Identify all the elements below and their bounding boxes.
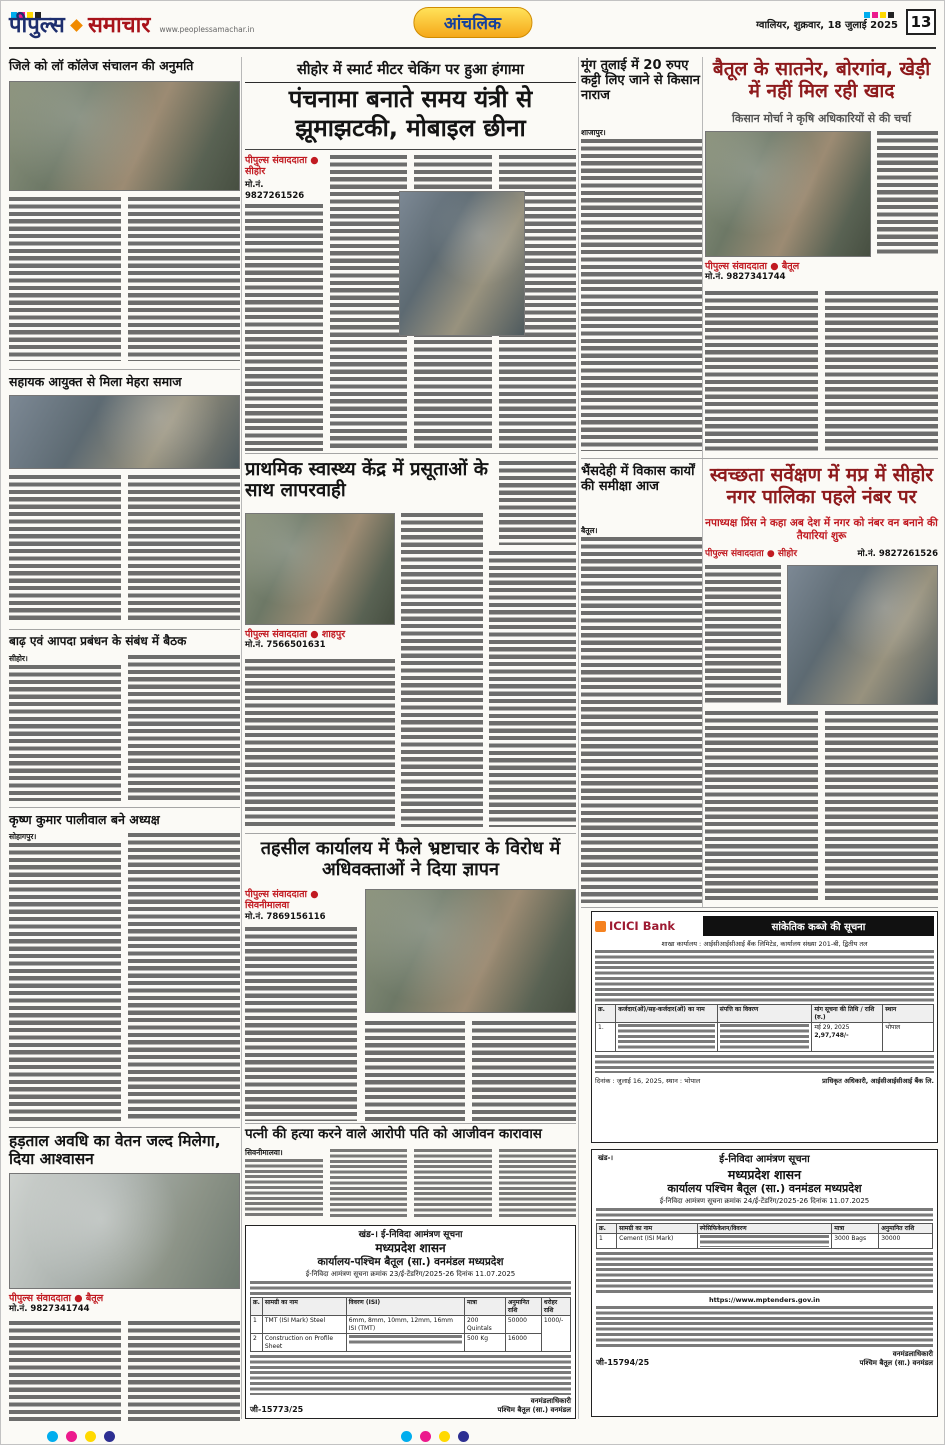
body-text-column <box>9 475 121 623</box>
tender1-table <box>250 1297 571 1352</box>
headline: पत्नी की हत्या करने वाले आरोपी पति को आजीवन कारावास <box>245 1126 542 1142</box>
body-text <box>581 129 702 451</box>
notice-title: ई-निविदा आमंत्रण सूचना <box>719 1154 810 1165</box>
body-text-column <box>705 291 818 451</box>
notice-part-label: खंड-। ई-निविदा आमंत्रण सूचना <box>358 1230 463 1240</box>
divider <box>581 458 938 459</box>
website-url: www.peoplessamachar.in <box>159 25 255 34</box>
registration-marks-center <box>401 1427 477 1445</box>
article-tehsil <box>245 839 576 1121</box>
headline: भैंसदेही में विकास कार्यों की समीक्षा आज <box>581 464 695 494</box>
notice-ref: ई-निविदा आमंत्रण सूचना क्रमांक 24/ई-टेंडरिंग/2025-26 दिनांक 11.07.2025 <box>659 1196 870 1205</box>
signatory-office: पश्चिम बैतूल (सा.) वनमंडल <box>497 1406 571 1415</box>
body-text <box>705 291 938 451</box>
divider <box>245 453 576 454</box>
byline-block <box>705 549 938 560</box>
tender-url: https://www.mptenders.gov.in <box>708 1296 821 1305</box>
body-text <box>9 655 240 801</box>
cell <box>596 1023 616 1052</box>
cell: 1 <box>251 1316 263 1334</box>
headline: हड़ताल अवधि का वेतन जल्द मिलेगा, दिया आश्वासन <box>9 1132 221 1168</box>
body-text <box>245 1149 576 1217</box>
notice-ref: ई-निविदा आमंत्रण सूचना क्रमांक 23/ई-टेंडरिंग/2025-26 दिनांक 11.07.2025 <box>305 1270 516 1279</box>
article-bhainsdehi <box>581 465 702 905</box>
subhead: किसान मोर्चा ने कृषि अधिकारियों से की चर्चा <box>732 112 911 125</box>
article-maternity <box>245 459 576 831</box>
cell: 500 Kg <box>464 1334 505 1352</box>
cell <box>717 1023 812 1052</box>
article-flood-meeting <box>9 635 240 803</box>
table-header-row <box>596 1005 934 1023</box>
divider <box>9 807 240 808</box>
divider <box>9 629 240 630</box>
print-mark-magenta <box>420 1431 431 1442</box>
page-number: 13 <box>906 9 936 35</box>
cell: 30000 <box>879 1234 933 1249</box>
cell <box>697 1234 831 1249</box>
maternity-photo <box>245 513 395 625</box>
body-text-column <box>414 1149 492 1217</box>
body-text-column <box>365 1021 465 1121</box>
swachhata-photo <box>787 565 938 705</box>
col-header: सामग्री का नाम <box>617 1223 698 1234</box>
icici-bank-name: ICICI Bank <box>609 919 676 933</box>
contact-phone: मो.नं. 7566501631 <box>245 640 326 651</box>
article-law-college <box>9 59 240 365</box>
headline: बाढ़ एवं आपदा प्रबंधन के संबंध में बैठक <box>9 634 187 648</box>
notice-body-sim <box>596 1306 933 1348</box>
col-header: अनुमानित राशि <box>879 1223 933 1234</box>
khad-photo <box>705 131 871 257</box>
print-mark-yellow <box>439 1431 450 1442</box>
body-text-column <box>9 833 121 1121</box>
signatory-office: पश्चिम बैतूल (सा.) वनमंडल <box>859 1359 933 1368</box>
body-text-column <box>401 513 483 827</box>
cell: 3000 Bags <box>832 1234 879 1249</box>
col-header: धरोहर राशि <box>541 1298 570 1316</box>
cell-text-sim <box>349 1335 462 1344</box>
column-rule <box>241 57 242 1419</box>
body-text <box>581 527 702 903</box>
authorized-officer: प्राधिकृत अधिकारी, आईसीआईसीआई बैंक लि. <box>822 1077 934 1085</box>
body-text <box>9 475 240 623</box>
signatory-title: वनमंडलाधिकारी <box>530 1397 571 1406</box>
body-text-column <box>245 155 323 451</box>
body-text-column <box>499 461 576 545</box>
cell: 1000/- <box>541 1316 570 1352</box>
divider <box>9 369 240 370</box>
body-text-column <box>245 659 395 827</box>
body-text-column <box>9 197 121 361</box>
col-header: मांग सूचना की तिथि / राशि (रु.) <box>812 1005 883 1023</box>
print-mark-magenta <box>66 1431 77 1442</box>
cell: Cement (ISI Mark) <box>617 1234 698 1249</box>
notice-footer <box>595 1076 934 1085</box>
headline: जिले को लॉ कॉलेज संचालन की अनुमति <box>9 58 194 73</box>
cell <box>812 1023 883 1052</box>
table-row <box>251 1334 571 1352</box>
article-mehra-samaj <box>9 375 240 625</box>
contact-phone: मो.नं. 9827261526 <box>245 179 305 201</box>
dateline: बैतूल। <box>581 526 598 535</box>
headline: प्राथमिक स्वास्थ्य केंद्र में प्रसूताओं के साथ लापरवाही <box>245 459 488 502</box>
notice-office: कार्यालय-पश्चिम बैतूल (सा.) वनमंडल मध्यप्रदेश <box>317 1256 504 1269</box>
edition-dateline: ग्वालियर, शुक्रवार, 18 जुलाई 2025 <box>756 20 898 31</box>
headline: तहसील कार्यालय में फैले भ्रष्टाचार के विरोध में अधिवक्ताओं ने दिया ज्ञापन <box>260 838 561 880</box>
dateline: सोहागपुर। <box>9 832 37 841</box>
headline: सहायक आयुक्त से मिला मेहरा समाज <box>9 374 182 389</box>
body-text-column <box>472 1021 576 1121</box>
article-moong <box>581 59 702 453</box>
byline: पीपुल्स संवाददाता ● सिवनीमालवा <box>245 889 319 912</box>
subhead: नपाध्यक्ष प्रिंस ने कहा अब देश में नगर को नंबर वन बनाने की तैयारियां शुरू <box>705 517 938 543</box>
headline: बैतूल के सातनेर, बोरगांव, खेड़ी में नहीं मिल रही खाद <box>712 58 931 102</box>
col-header: स्पेसिफिकेशन/विवरण <box>697 1223 831 1234</box>
body-text-column <box>128 475 240 623</box>
cell <box>346 1334 464 1352</box>
article-paliwal <box>9 813 240 1123</box>
table-row <box>596 1023 934 1052</box>
kicker-headline: सीहोर में स्मार्ट मीटर चेकिंग पर हुआ हंगामा <box>245 59 576 83</box>
body-text <box>9 1321 240 1421</box>
col-header: क्र. <box>596 1005 616 1023</box>
body-text-column <box>499 1149 577 1217</box>
column-rule <box>702 57 703 907</box>
dateline: सिवनीमालवा। <box>245 1148 283 1157</box>
body-text-column <box>825 291 938 451</box>
notice-body-sim <box>596 1252 933 1294</box>
table-header-row <box>597 1223 933 1234</box>
print-mark-cyan <box>47 1431 58 1442</box>
icici-logo <box>595 919 703 933</box>
body-text-column <box>128 1321 240 1421</box>
cell: 2 <box>251 1334 263 1352</box>
cell <box>616 1023 717 1052</box>
cell-text-sim <box>700 1235 829 1247</box>
body-text-column <box>705 565 781 705</box>
cell <box>883 1023 934 1052</box>
article-khad <box>705 59 938 453</box>
notice-signatory <box>860 1350 934 1368</box>
contact-phone: मो.नं. 9827341744 <box>9 1304 90 1315</box>
notice-body-sim <box>250 1355 571 1395</box>
table-row <box>597 1234 933 1249</box>
icici-notice <box>591 911 938 1143</box>
byline-block <box>245 889 357 923</box>
byline: पीपुल्स संवाददाता ● सीहोर <box>705 549 798 559</box>
smart-meter-photo <box>399 191 525 336</box>
bank-address: शाखा कार्यालय : आईसीआईसीआई बैंक लिमिटेड, कार्यालय संख्या 201-बी, द्वितीय तल <box>661 940 868 948</box>
notice-signatory <box>498 1397 572 1415</box>
body-text-column <box>330 1149 408 1217</box>
body-text <box>9 833 240 1121</box>
byline: पीपुल्स संवाददाता ● बैतूल <box>705 261 800 272</box>
col-header: स्थान <box>883 1005 934 1023</box>
notice-title: सांकेतिक कब्जे की सूचना <box>703 916 934 936</box>
body-text-column <box>128 197 240 361</box>
body-text-sim <box>245 1159 323 1217</box>
print-mark-yellow <box>85 1431 96 1442</box>
divider <box>245 1123 576 1124</box>
body-text-sim <box>9 843 121 1121</box>
body-text-sim <box>581 139 702 451</box>
body-text-column <box>489 551 576 827</box>
col-header: क्र. <box>251 1298 263 1316</box>
byline-block <box>9 1293 103 1315</box>
registration-marks-left <box>47 1427 123 1445</box>
tender-notice-1 <box>245 1225 576 1419</box>
logo-diamond-icon <box>70 19 83 32</box>
notice-body-sim <box>596 1208 933 1221</box>
contact-phone: मो.नं. 7869156116 <box>245 911 326 922</box>
cell-text-sim <box>720 1024 810 1050</box>
section-badge: आंचलिक <box>413 7 532 38</box>
signatory-title: वनमंडलाधिकारी <box>892 1350 933 1359</box>
headline: मूंग तुलाई में 20 रुपए कट्टी लिए जाने से किसान नाराज <box>581 58 700 103</box>
mehra-samaj-photo <box>9 395 240 469</box>
strike-pay-photo <box>9 1173 240 1289</box>
notice-part-label: खंड-। <box>598 1154 614 1162</box>
divider <box>245 833 576 834</box>
byline: पीपुल्स संवाददाता ● बैतूल <box>9 1293 104 1304</box>
law-college-photo <box>9 81 240 191</box>
body-text-sim <box>581 537 702 903</box>
body-text-sim <box>9 665 121 801</box>
body-text <box>9 197 240 361</box>
article-murder <box>245 1127 576 1221</box>
cell: TMT (ISI Mark) Steel <box>262 1316 346 1334</box>
col-header: अनुमानित राशि <box>505 1298 541 1316</box>
col-header: मात्रा <box>832 1223 879 1234</box>
body-text-column <box>245 1149 323 1217</box>
demand-date: मई 29, 2025 <box>814 1024 850 1031</box>
cell: 16000 <box>505 1334 541 1352</box>
column-rule <box>578 57 579 1419</box>
body-text-column <box>825 711 938 901</box>
headline-rule <box>245 149 576 150</box>
divider <box>581 907 938 908</box>
contact-phone: मो.नं. 9827261526 <box>857 549 938 559</box>
masthead-rule <box>9 47 936 49</box>
contact-phone: मो.नं. 9827341744 <box>705 272 786 283</box>
headline: स्वच्छता सर्वेक्षण में मप्र में सीहोर नगर पालिका पहले नंबर पर <box>709 464 934 508</box>
article-smart-meter <box>245 59 576 453</box>
byline-block <box>705 261 871 283</box>
legal-text-sim <box>595 1055 934 1073</box>
body-text-sim <box>245 204 323 451</box>
body-text-column <box>9 655 121 801</box>
main-headline: पंचनामा बनाते समय यंत्री से झूमाझटकी, मोबाइल छीना <box>288 85 533 142</box>
byline-block <box>245 629 395 651</box>
body-text-column <box>245 927 357 1121</box>
cell-text-sim <box>618 1024 714 1050</box>
cell: Construction on Profile Sheet <box>262 1334 346 1352</box>
cell-text: 1. <box>598 1024 604 1031</box>
byline: पीपुल्स संवाददाता ● सीहोर <box>245 155 319 178</box>
body-text-column <box>330 155 408 451</box>
logo-text-1: पीपुल्स <box>9 13 65 38</box>
body-text-column <box>877 131 938 257</box>
notice-body-sim <box>250 1281 571 1295</box>
body-text-column <box>128 655 240 801</box>
col-header: विवरण (ISI) <box>346 1298 464 1316</box>
divider <box>9 1127 240 1128</box>
place: भोपाल <box>885 1024 901 1031</box>
logo-text-2: समाचार <box>87 13 151 38</box>
tehsil-photo <box>365 889 576 1013</box>
body-text <box>705 711 938 901</box>
notice-serial: जी-15773/25 <box>250 1405 304 1415</box>
print-mark-cyan <box>401 1431 412 1442</box>
cell: 6mm, 8mm, 10mm, 12mm, 16mm ISI (TMT) <box>346 1316 464 1334</box>
print-mark-blue <box>104 1431 115 1442</box>
article-strike-pay <box>9 1133 240 1421</box>
notice-serial: जी-15794/25 <box>596 1358 650 1368</box>
dateline: सीहोर। <box>9 654 28 663</box>
tender-notice-2 <box>591 1149 938 1417</box>
notice-govt: मध्यप्रदेश शासन <box>727 1166 802 1182</box>
col-header: कर्जदार(ओं)/सह-कर्जदार(ओं) का नाम <box>616 1005 717 1023</box>
table-row <box>251 1316 571 1334</box>
notice-footer <box>250 1397 571 1415</box>
col-header: क्र. <box>597 1223 617 1234</box>
dateline: शाजापुर। <box>581 128 606 137</box>
headline: कृष्ण कुमार पालीवाल बने अध्यक्ष <box>9 812 160 827</box>
icici-logo-icon <box>595 921 606 932</box>
tender2-table <box>596 1223 933 1250</box>
icici-table <box>595 1004 934 1052</box>
icici-notice-header <box>595 915 934 937</box>
body-text-column <box>705 711 818 901</box>
notice-date-place: दिनांक : जुलाई 16, 2025, स्थान : भोपाल <box>595 1077 701 1085</box>
article-swachhata <box>705 465 938 903</box>
cell: 200 Quintals <box>464 1316 505 1334</box>
print-mark-blue <box>458 1431 469 1442</box>
demand-amount: 2,97,748/- <box>814 1031 849 1039</box>
notice-footer <box>596 1350 933 1368</box>
body-text-column <box>128 833 240 1121</box>
notice-office: कार्यालय पश्चिम बैतूल (सा.) वनमंडल मध्यप्रदेश <box>667 1182 862 1196</box>
cell: 50000 <box>505 1316 541 1334</box>
legal-text-sim <box>595 950 934 1002</box>
notice-govt: मध्यप्रदेश शासन <box>375 1241 446 1256</box>
newspaper-logo <box>9 9 254 39</box>
byline: पीपुल्स संवाददाता ● शाहपुर <box>245 629 346 640</box>
col-header: संपत्ति का विवरण <box>717 1005 812 1023</box>
body-text-column <box>9 1321 121 1421</box>
table-header-row <box>251 1298 571 1316</box>
col-header: सामग्री का नाम <box>262 1298 346 1316</box>
col-header: मात्रा <box>464 1298 505 1316</box>
cell: 1 <box>597 1234 617 1249</box>
